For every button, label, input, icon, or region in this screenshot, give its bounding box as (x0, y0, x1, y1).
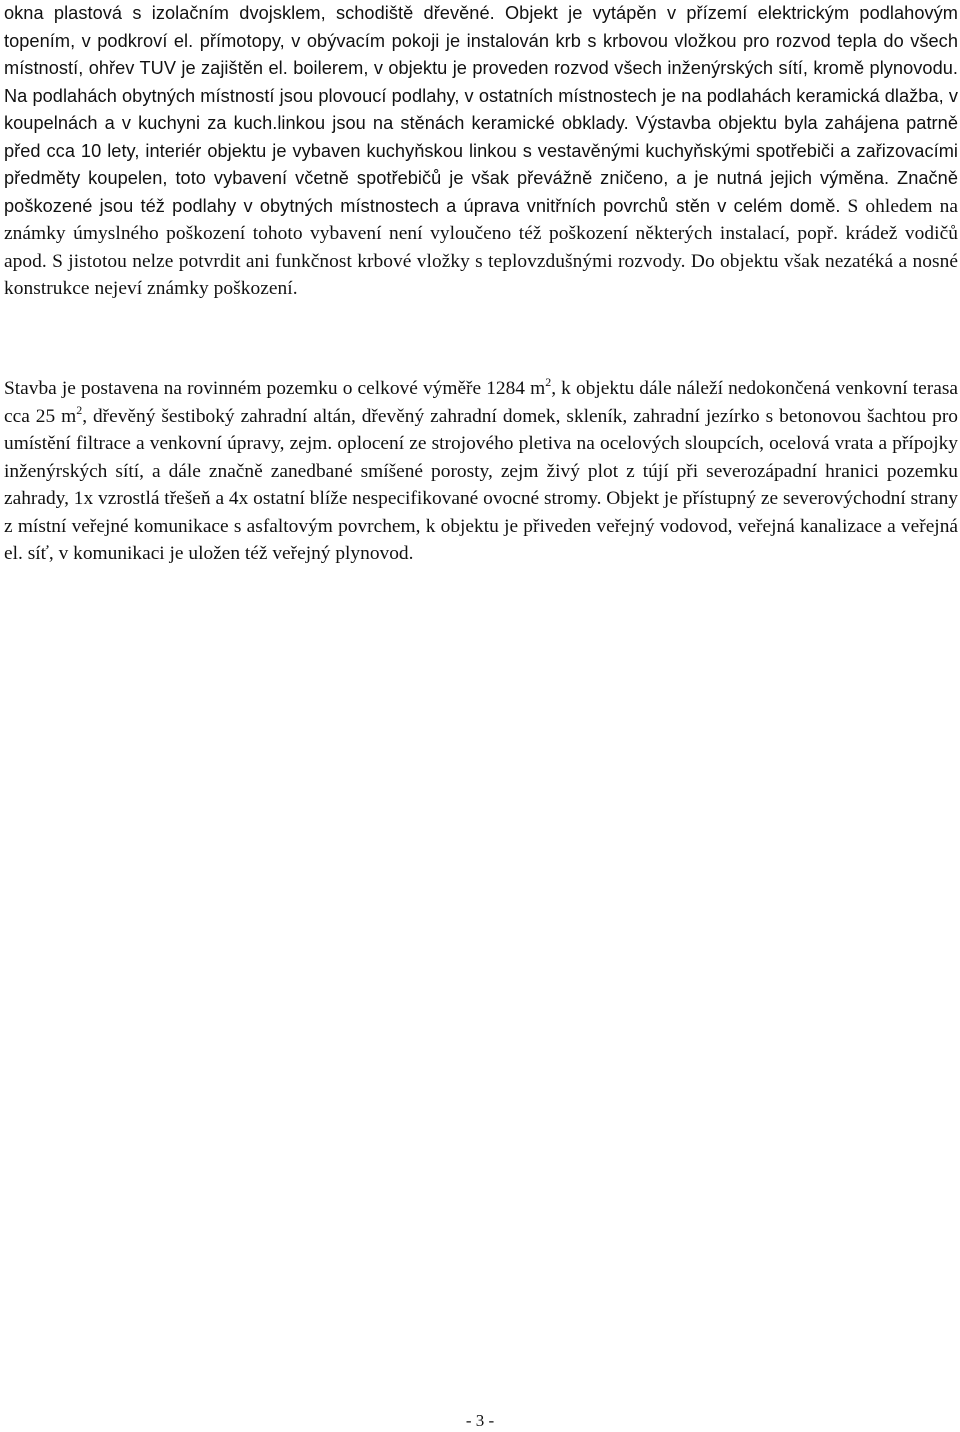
paragraph-text-part1: Stavba je postavena na rovinném pozemku o celkové výměře 1284 m (4, 378, 546, 399)
paragraph-text-part3: , dřevěný šestiboký zahradní altán, dřevěný zahradní domek, skleník, zahradní jezírko s betonovou šachtou pro umístění filtrace a venkovní úpravy, zejm. oplocení ze strojového pletiva na ocelových sloupcích, ocelová vrata a přípojky inženýrských sítí, a dále značně zanedbané smíšené porosty, zejm živý plot z tújí při severozápadní hranici pozemku zahrady, 1x vzrostlá třešeň a 4x ostatní blíže nespecifikované ovocné stromy. Objekt je přístupný ze severovýchodní strany z místní veřejné komunikace s asfaltovým povrchem, k objektu je přiveden veřejný vodovod, veřejná kanalizace a veřejná el. síť, v komunikaci je uložen též veřejný plynovod. (4, 405, 958, 564)
superscript-square: 2 (76, 402, 83, 417)
paragraph-text-serif: S ohledem na známky úmyslného poškození tohoto vybavení není vyloučeno též poškození některých instalací, popř. krádež vodičů apod. S jistotou nelze potvrdit ani funkčnost krbové vložky s teplovzdušnými rozvody. Do objektu však nezatéká a nosné konstrukce nejeví známky poškození. (4, 195, 958, 299)
superscript-square: 2 (545, 375, 552, 389)
paragraph-text-part2: , k objektu dále náleží nedokončená venkovní terasa cca 25 m (4, 378, 959, 427)
paragraph-land-description (4, 375, 958, 568)
paragraph-text-sans: okna plastová s izolačním dvojsklem, schodiště dřevěné. Objekt je vytápěn v přízemí elektrickým podlahovým topením, v podkroví el. přímotopy, v obývacím pokoji je instalován krb s krbovou vložkou pro rozvod tepla do všech místností, ohřev TUV je zajištěn el. boilerem, v objektu je proveden rozvod všech inženýrských sítí, kromě plynovodu. Na podlahách obytných místností jsou plovoucí podlahy, v ostatních místnostech je na podlahách keramická dlažba, v koupelnách a v kuchyni za kuch.linkou jsou na stěnách keramické obklady. Výstavba objektu byla zahájena patrně před cca 10 lety, interiér objektu je vybaven kuchyňskou linkou s vestavěnými kuchyňskými spotřebiči a zařizovacími předměty koupelen, toto vybavení včetně spotřebičů je však převážně zničeno, a je nutná jejich výměna. Značně poškozené jsou též podlahy v obytných místnostech a úprava vnitřních povrchů stěn v celém domě. (4, 3, 958, 216)
paragraph-building-description (4, 0, 958, 303)
page-number: - 3 - (465, 1411, 495, 1430)
